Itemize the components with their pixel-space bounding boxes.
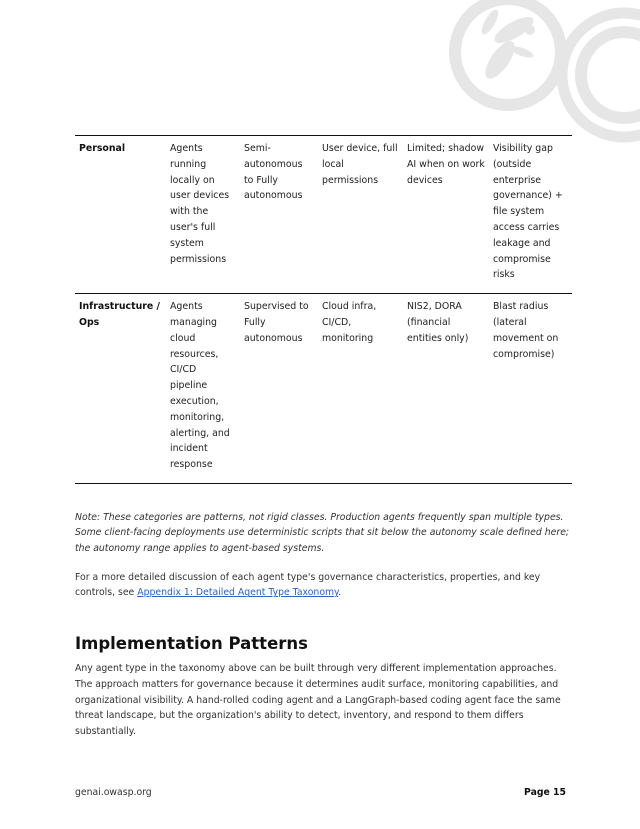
autonomy-cell: Semi-autonomous to Fully autonomous [240,136,318,294]
section-body: Any agent type in the taxonomy above can be built through very different implementation approaches. The approach matters for governance because it determines audit surface, monitoring capabilities, and organizational visibility. A hand-rolled coding agent and a LangGraph-based coding agent face the same threat landscape, but the organization's ability to detect, inventory, and respond to them differs substantially. [75,663,561,738]
environment-cell: Cloud infra, CI/CD, monitoring [318,294,403,484]
description-cell: Agents managing cloud resources, CI/CD pipeline execution, monitoring, alerting, and incident response [166,294,240,484]
table-note: Note: These categories are patterns, not rigid classes. Production agents frequently span multiple types. Some client-facing deployments use deterministic scripts that sit below the autonomy scale defined here; the autonomy range applies to agent-based systems. [75,512,570,554]
detail-prefix: For a more detailed discussion of each agent type's governance characteristics, properties, and key controls, see [75,572,541,599]
agent-type-table [75,135,572,484]
table-row-infrastructure [75,294,572,484]
autonomy-cell: Supervised to Fully autonomous [240,294,318,484]
category-cell: Infrastructure / Ops [75,294,166,484]
table-row-personal [75,136,572,294]
risk-cell: Visibility gap (outside enterprise governance) + file system access carries leakage and compromise risks [489,136,572,294]
section-heading: Implementation Patterns [75,634,308,653]
regulation-cell: Limited; shadow AI when on work devices [403,136,489,294]
detail-suffix: . [338,587,342,599]
description-cell: Agents running locally on user devices with the user's full system permissions [166,136,240,294]
risk-cell: Blast radius (lateral movement on compromise) [489,294,572,484]
regulation-cell: NIS2, DORA (financial entities only) [403,294,489,484]
appendix-link[interactable]: Appendix 1: Detailed Agent Type Taxonomy [137,587,339,599]
environment-cell: User device, full local permissions [318,136,403,294]
footer-site: genai.owasp.org [75,787,152,798]
detail-paragraph [75,570,572,601]
footer-page-number: Page 15 [524,787,566,798]
category-cell: Personal [75,136,166,294]
